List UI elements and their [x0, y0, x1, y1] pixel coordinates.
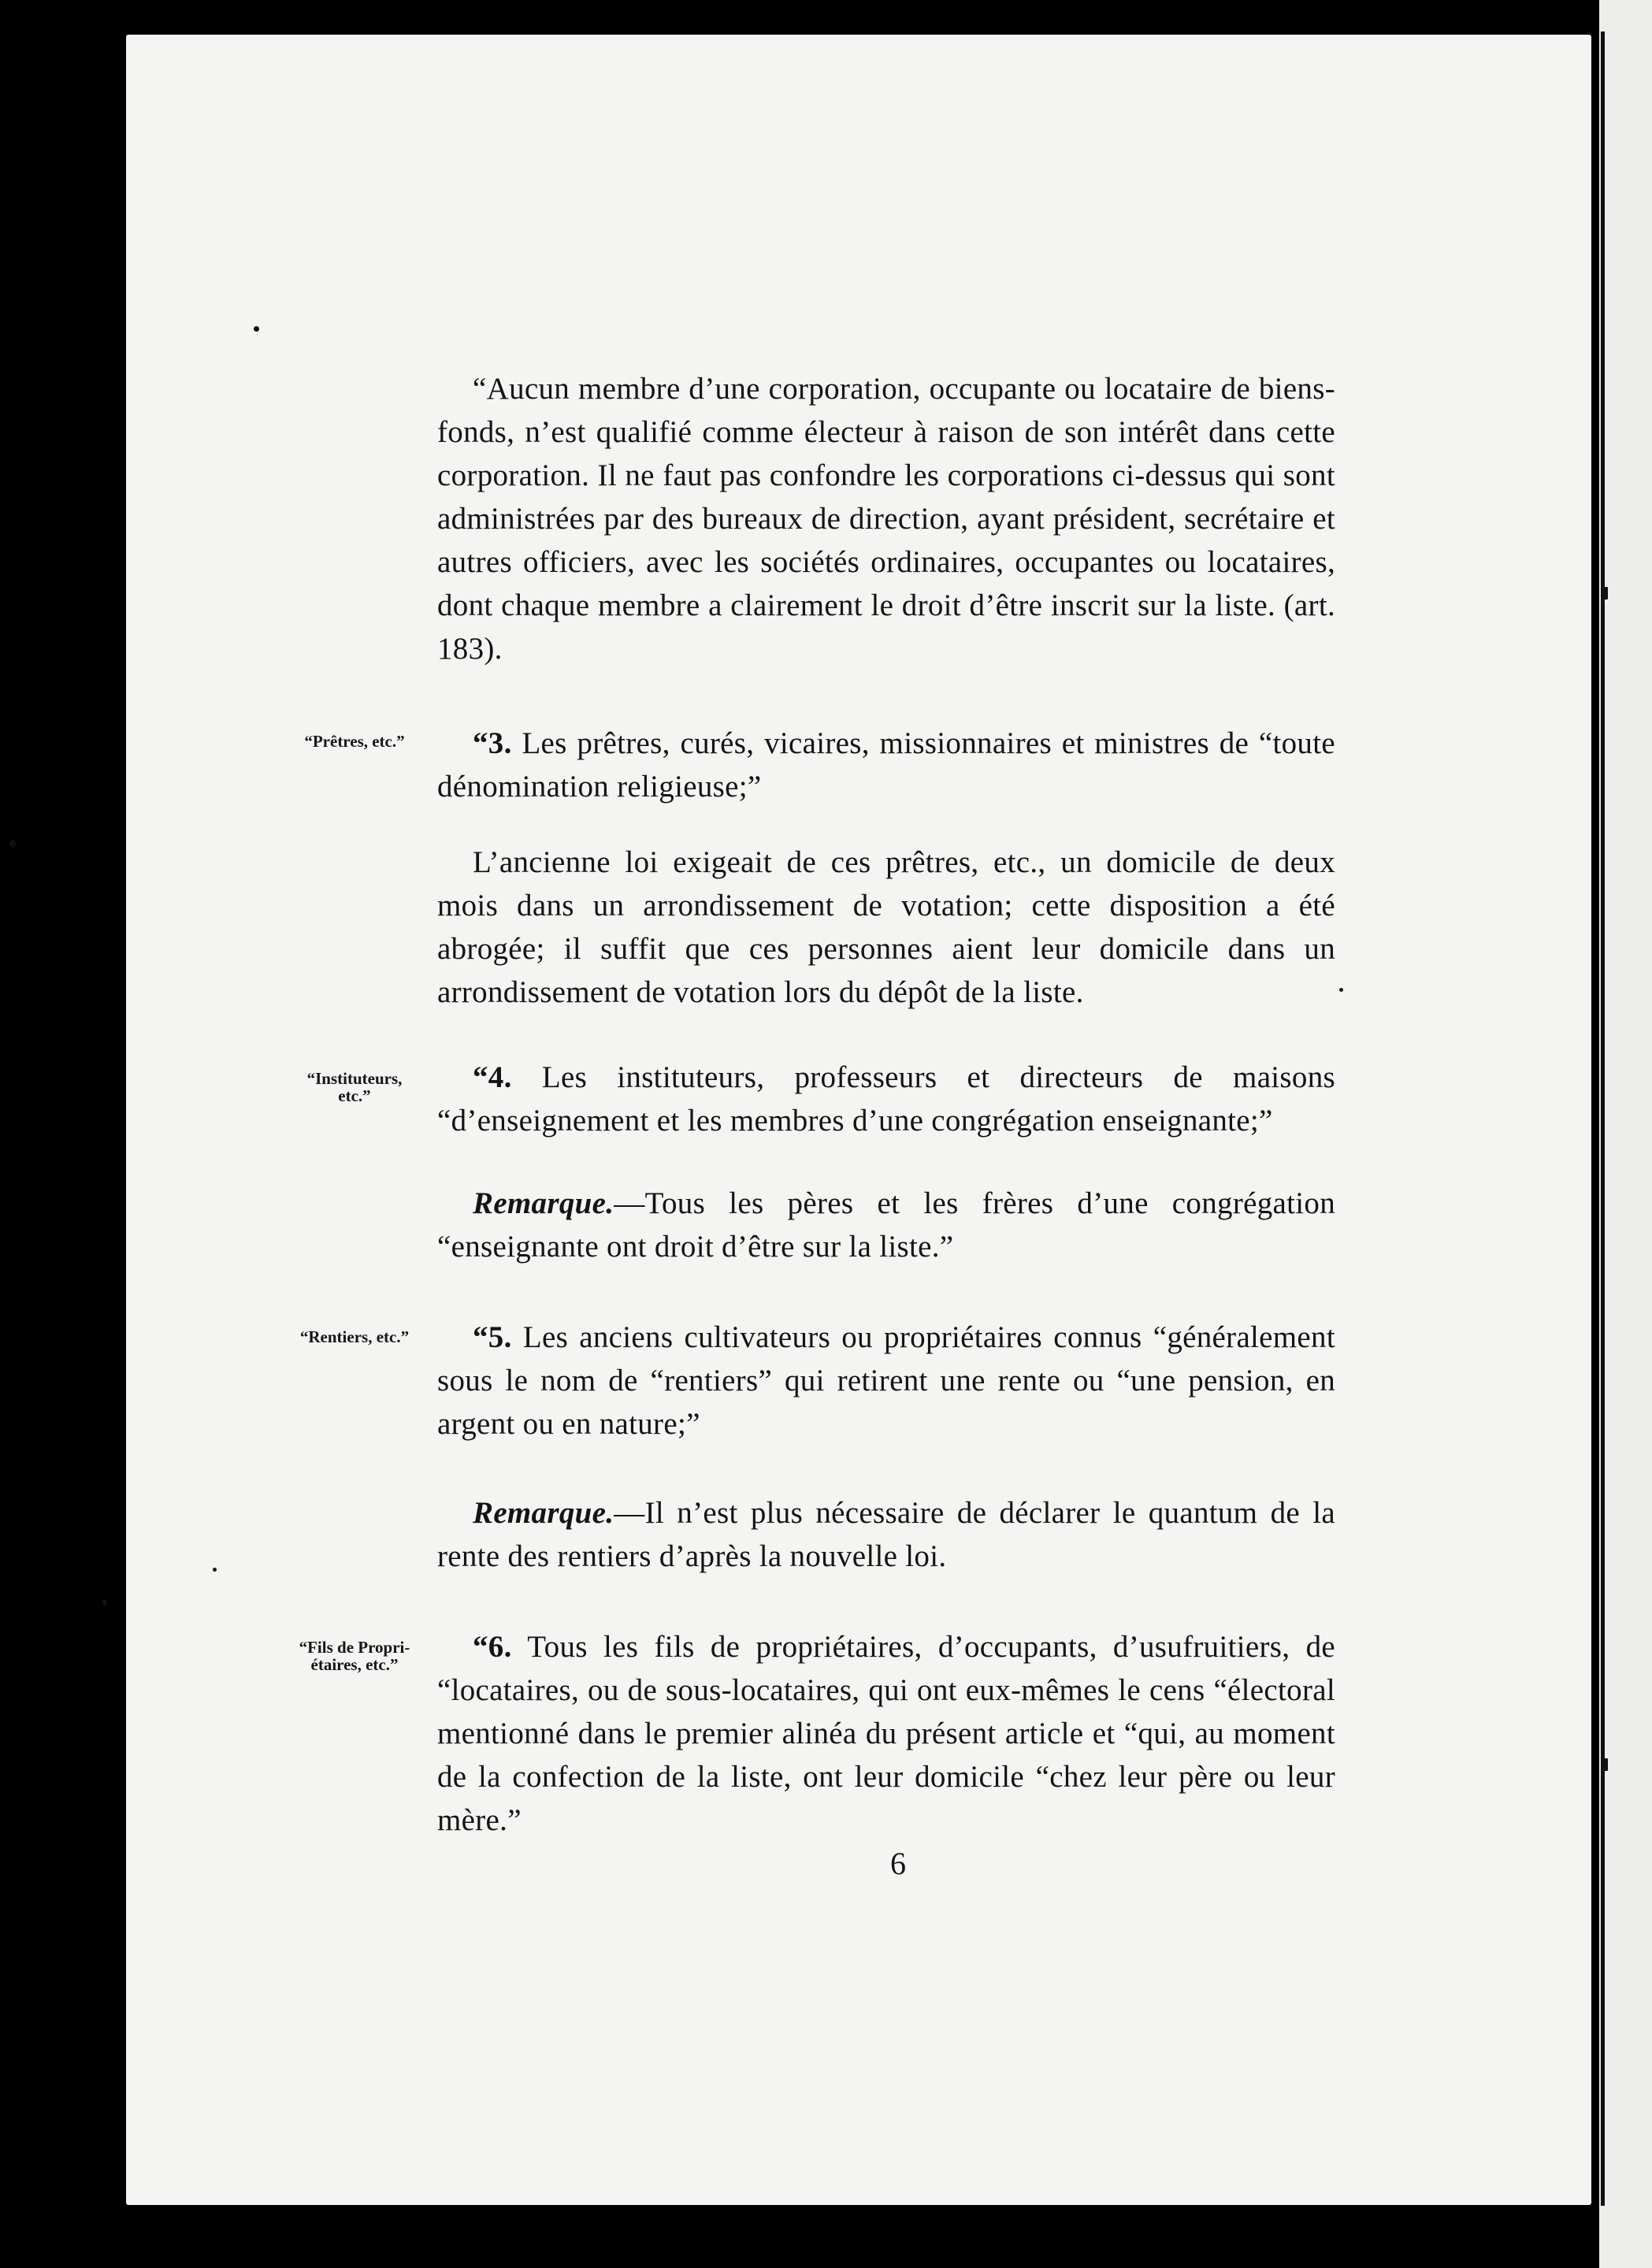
adjacent-page-strip — [1599, 0, 1652, 2268]
scan-speck — [102, 1599, 107, 1605]
scan-speck — [1604, 1758, 1608, 1771]
item-4-number: “4. — [473, 1060, 512, 1094]
item-5-remark-paragraph — [437, 1491, 1335, 1578]
margin-note-fils-line1: “Fils de Propri- — [299, 1638, 410, 1657]
item-5-text: Les anciens cultivateurs ou propriétaires connus “généralement sous le nom de “rentiers” qui retirent une rente ou “une pension, en argent ou en nature;” — [437, 1320, 1335, 1441]
scan-speck — [1604, 587, 1608, 599]
item-3-paragraph — [437, 722, 1335, 808]
item-3-text: Les prêtres, curés, vicaires, missionnaires et ministres de “toute dénomination religieuse;” — [437, 726, 1335, 804]
page-number: 6 — [890, 1846, 906, 1881]
scan-speck — [9, 840, 16, 848]
margin-note-fils-proprietaires — [276, 1639, 433, 1673]
item-5-paragraph — [437, 1316, 1335, 1446]
page-edge-shadow — [1591, 35, 1599, 2205]
scan-speck — [254, 326, 259, 332]
corporation-paragraph-text: “Aucun membre d’une corporation, occupante ou locataire de biens-fonds, n’est qualifié comme électeur à raison de son intérêt dans cette corporation. Il ne faut pas confondre les corporations ci-dessus qui sont administrées par des bureaux de direction, ayant président, secrétaire et autres officiers, avec les sociétés ordinaires, occupantes ou locataires, dont chaque membre a clairement le droit d’être inscrit sur la liste. (art. 183). — [437, 372, 1335, 666]
item-4-remark-label: Remarque. — [473, 1186, 614, 1220]
item-4-remark-text: —Tous les pères et les frères d’une congrégation “enseignante ont droit d’être sur la liste.” — [437, 1186, 1335, 1264]
margin-note-rentiers: “Rentiers, etc.” — [299, 1327, 410, 1346]
margin-note-pretres: “Prêtres, etc.” — [304, 732, 405, 751]
item-3-number: “3. — [473, 726, 512, 760]
margin-note-instituteurs-line2: etc.” — [338, 1086, 371, 1105]
item-5-remark-label: Remarque. — [473, 1496, 614, 1530]
item-6-text: Tous les fils de propriétaires, d’occupants, d’usufruitiers, de “locataires, ou de sous-locataires, qui ont eux-mêmes le cens “électoral mentionné dans le premier alinéa du présent article et “qui, au moment de la confection de la liste, ont leur domicile “chez leur père ou leur mère.” — [437, 1630, 1335, 1837]
scan-speck — [213, 1568, 217, 1572]
corporation-paragraph — [437, 367, 1335, 670]
item-4-remark-paragraph — [437, 1182, 1335, 1268]
margin-note-fils-line2: étaires, etc.” — [310, 1655, 399, 1674]
item-6-number: “6. — [473, 1630, 512, 1664]
margin-note-instituteurs-line1: “Instituteurs, — [306, 1069, 403, 1088]
item-3-comment-text: L’ancienne loi exigeait de ces prêtres, etc., un domicile de deux mois dans un arrondissement de votation; cette disposition a été abrogée; il suffit que ces personnes aient leur domicile dans un arrondissement de votation lors du dépôt de la liste. — [437, 845, 1335, 1009]
item-3-comment-paragraph — [437, 841, 1335, 1014]
item-4-text: Les instituteurs, professeurs et directeurs de maisons “d’enseignement et les membres d’une congrégation enseignante;” — [437, 1060, 1335, 1138]
scan-speck — [1339, 988, 1343, 992]
item-5-remark-text: —Il n’est plus nécessaire de déclarer le quantum de la rente des rentiers d’après la nouvelle loi. — [437, 1496, 1335, 1573]
item-5-number: “5. — [473, 1320, 512, 1354]
item-6-paragraph — [437, 1625, 1335, 1842]
margin-note-instituteurs — [276, 1070, 433, 1104]
item-4-paragraph — [437, 1056, 1335, 1142]
adjacent-page-edge-line — [1601, 32, 1605, 2206]
